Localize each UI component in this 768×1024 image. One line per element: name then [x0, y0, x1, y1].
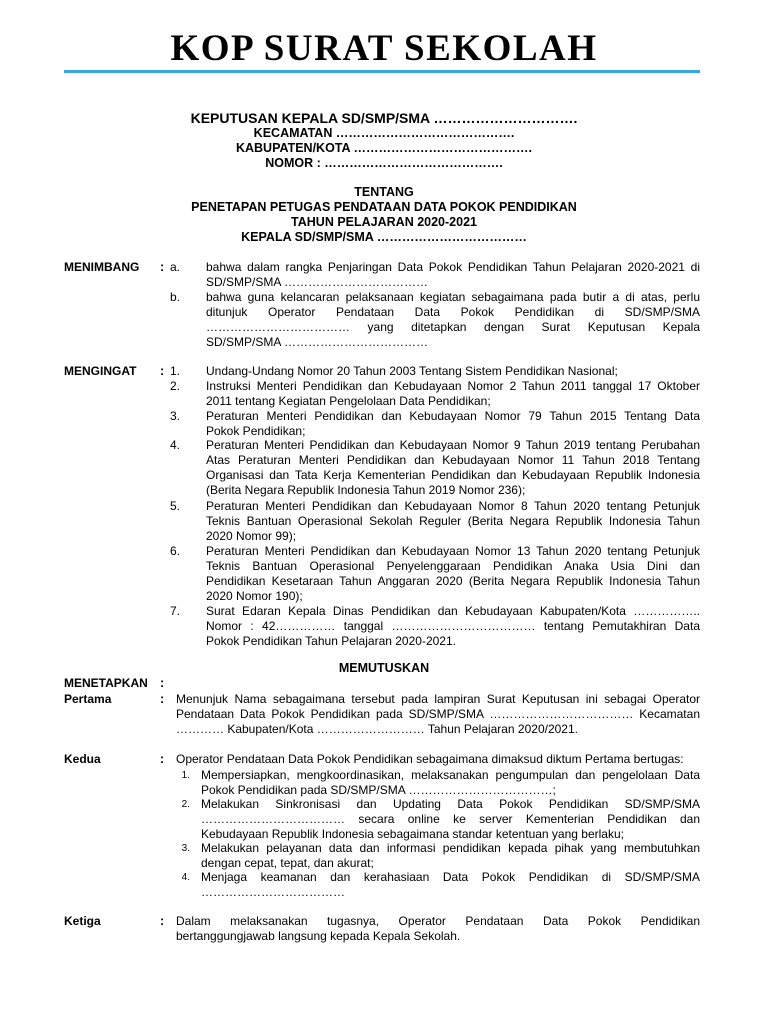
- list-marker: 4.: [169, 438, 180, 452]
- kedua-intro: Operator Pendataan Data Pokok Pendidikan sebagaimana dimaksud diktum Pertama bertugas:: [176, 752, 684, 766]
- text-line: SD/SMP/SMA ………………………………: [206, 275, 429, 289]
- ketiga-colon: :: [160, 914, 165, 928]
- text-line: Peraturan Menteri Pendidikan dan Kebudayaan Nomor 9 Tahun 2019 tentang Perubahan: [206, 438, 700, 452]
- list-marker: b.: [169, 290, 180, 304]
- text-line: Pokok Pendidikan pada SD/SMP/SMA ………………………………;: [201, 783, 556, 797]
- mengingat-label: MENGINGAT: [64, 364, 137, 378]
- kecamatan-line: KECAMATAN …………………………………….: [253, 126, 515, 140]
- list-marker: 5.: [169, 499, 180, 513]
- text-line: Pendataan Data Pokok Pendidikan pada SD/SMP/SMA ……………………………… Kecamatan: [176, 707, 700, 721]
- text-line: Menjaga keamanan dan kerahasiaan Data Pokok Pendidikan di SD/SMP/SMA: [201, 870, 700, 884]
- pertama-colon: :: [160, 692, 165, 706]
- letterhead-divider: [64, 70, 700, 73]
- list-marker: 4.: [181, 872, 190, 883]
- kedua-label: Kedua: [64, 752, 101, 766]
- list-marker: a.: [169, 260, 180, 274]
- list-item: [206, 544, 700, 604]
- list-item: [201, 768, 700, 798]
- text-line: Pendidikan Kesetaraan Tahun Anggaran 2020 (Berita Negara Republik Indonesia Tahun: [206, 574, 700, 588]
- text-line: 2011 tentang Kegiatan Pengelolaan Data Pendidikan;: [206, 394, 491, 408]
- ketiga-text: [176, 914, 700, 944]
- list-marker: 1.: [181, 770, 190, 781]
- list-marker: 2.: [181, 799, 190, 810]
- text-line: Peraturan Menteri Pendidikan dan Kebudayaan Nomor 8 Tahun 2020 tentang Petunjuk: [206, 499, 700, 513]
- list-item: [201, 841, 700, 871]
- pertama-label: Pertama: [64, 692, 112, 706]
- decree-title: KEPUTUSAN KEPALA SD/SMP/SMA ………………………….: [190, 110, 578, 126]
- text-line: Teknis Bantuan Operasional Penyelenggaraan Pendidikan Anaka Usia Dini dan: [206, 559, 700, 573]
- text-line: Kebudayaan Republik Indonesia sebagaimana standar ketentuan yang berlaku;: [201, 827, 624, 841]
- list-marker: 3.: [181, 843, 190, 854]
- text-line: ……………………………… secara online ke server Kementerian Pendidikan dan: [201, 812, 700, 826]
- text-line: 2020 Nomor 99);: [206, 529, 297, 543]
- ketiga-label: Ketiga: [64, 914, 101, 928]
- list-item: [206, 364, 700, 379]
- list-item: [206, 499, 700, 544]
- list-marker: 2.: [169, 379, 180, 393]
- text-line: Dalam melaksanakan tugasnya, Operator Pendataan Data Pokok Pendidikan: [176, 914, 700, 928]
- text-line: 2020 Nomor 190);: [206, 589, 303, 603]
- list-marker: 1.: [169, 364, 180, 378]
- menetapkan-colon: :: [160, 676, 165, 690]
- tentang-subject-line3: KEPALA SD/SMP/SMA ………………………………: [241, 230, 527, 244]
- list-item: [206, 604, 700, 649]
- text-line: Peraturan Menteri Pendidikan dan Kebudayaan Nomor 79 Tahun 2015 Tentang Data: [206, 409, 700, 423]
- text-line: Instruksi Menteri Pendidikan dan Kebudayaan Nomor 2 Tahun 2011 tanggal 17 Oktober: [206, 379, 700, 393]
- text-line: Organisasi dan Tata Kerja Kementerian Pendidikan dan Kebudayaan Republik Indonesia: [206, 468, 700, 482]
- text-line: Peraturan Menteri Pendidikan dan Kebudayaan Nomor 13 Tahun 2020 tentang Petunjuk: [206, 544, 700, 558]
- text-line: Mempersiapkan, mengkoordinasikan, melaksanakan pengumpulan dan pengelolaan Data: [201, 768, 700, 782]
- nomor-line: NOMOR : …………………………………….: [265, 156, 503, 170]
- text-line: Surat Edaran Kepala Dinas Pendidikan dan Kebudayaan Kabupaten/Kota ……………..: [206, 604, 700, 618]
- text-line: Menunjuk Nama sebagaimana tersebut pada lampiran Surat Keputusan ini sebagai Operator: [176, 692, 700, 706]
- text-line: ……………………………… yang ditetapkan dengan Surat Keputusan Kepala: [206, 320, 700, 334]
- list-item: [206, 290, 700, 350]
- text-line: Melakukan pelayanan data dan informasi pendidikan kepada pihak yang membutuhkan: [201, 841, 700, 855]
- mengingat-colon: :: [160, 364, 165, 378]
- text-line: bahwa guna kelancaran pelaksanaan kegiatan sebagaimana pada butir a di atas, perlu: [206, 290, 700, 304]
- text-line: dengan cepat, tepat, dan akurat;: [201, 856, 374, 870]
- tentang-subject-line1: PENETAPAN PETUGAS PENDATAAN DATA POKOK PENDIDIKAN: [191, 200, 577, 214]
- text-line: (Berita Negara Republik Indonesia Tahun 2019 Nomor 236);: [206, 483, 526, 497]
- list-marker: 3.: [169, 409, 180, 423]
- text-line: ………………………………: [201, 885, 345, 899]
- menimbang-label: MENIMBANG: [64, 260, 140, 274]
- text-line: Undang-Undang Nomor 20 Tahun 2003 Tentang Sistem Pendidikan Nasional;: [206, 364, 618, 378]
- list-marker: 7.: [169, 604, 180, 618]
- list-item: [206, 260, 700, 290]
- text-line: SD/SMP/SMA ………………………………: [206, 335, 429, 349]
- list-item: [206, 438, 700, 498]
- letterhead-title: KOP SURAT SEKOLAH: [170, 28, 598, 69]
- text-line: Atas Peraturan Menteri Pendidikan dan Kebudayaan Nomor 11 Tahun 2018 Tentang: [206, 453, 700, 467]
- list-item: [201, 797, 700, 842]
- list-item: [206, 409, 700, 439]
- menetapkan-label: MENETAPKAN: [64, 676, 148, 690]
- text-line: ………… Kabupaten/Kota ……………………… Tahun Pelajaran 2020/2021.: [176, 722, 578, 736]
- list-marker: 6.: [169, 544, 180, 558]
- kedua-colon: :: [160, 752, 165, 766]
- tentang-subject-line2: TAHUN PELAJARAN 2020-2021: [291, 215, 477, 229]
- pertama-text: [176, 692, 700, 737]
- text-line: Melakukan Sinkronisasi dan Updating Data Pokok Pendidikan SD/SMP/SMA: [201, 797, 700, 811]
- text-line: Teknis Bantuan Operasional Sekolah Reguler (Berita Negara Republik Indonesia Tahun: [206, 514, 700, 528]
- text-line: ditunjuk Operator Pendataan Data Pokok Pendidikan di SD/SMP/SMA: [206, 305, 700, 319]
- text-line: Nomor : 42…………… tanggal ……………………………… tentang Pemutakhiran Data: [206, 619, 700, 633]
- text-line: bertanggungjawab langsung kepada Kepala Sekolah.: [176, 929, 461, 943]
- memutuskan-heading: MEMUTUSKAN: [338, 661, 430, 675]
- menimbang-colon: :: [160, 260, 165, 274]
- text-line: Pokok Pendidikan;: [206, 424, 306, 438]
- text-line: bahwa dalam rangka Penjaringan Data Pokok Pendidikan Tahun Pelajaran 2020-2021 di: [206, 260, 700, 274]
- text-line: Pokok Pendidikan Tahun Pelajaran 2020-2021.: [206, 634, 456, 648]
- tentang-label: TENTANG: [354, 185, 414, 199]
- kabupaten-line: KABUPATEN/KOTA …………………………………….: [235, 141, 533, 155]
- list-item: [201, 870, 700, 900]
- list-item: [206, 379, 700, 409]
